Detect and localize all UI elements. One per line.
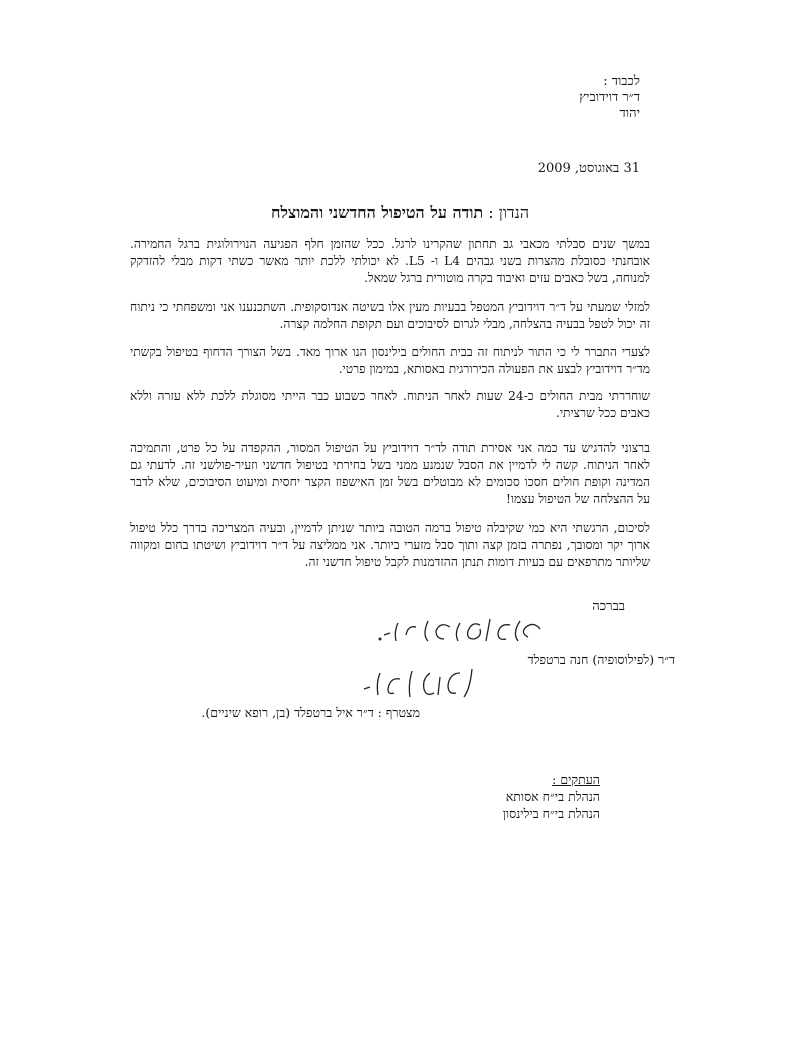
addressee-location: יהוד [619, 106, 640, 121]
signer-name: ד״ר (לפילוסופיה) חנה ברטפלד [527, 652, 675, 667]
attachment-note: מצטרף : ד״ר איל ברטפלד (בן, רופא שיניים). [201, 705, 420, 720]
letter-date: 31 באוגוסט, 2009 [537, 161, 640, 176]
cc-recipient: הנהלת בי״ח אסותא [505, 789, 600, 804]
handwritten-signature [350, 611, 550, 651]
cc-title: העתקים : [552, 772, 600, 787]
addressee-block [579, 74, 640, 122]
subject-line [0, 203, 800, 223]
body-paragraph: למזלי שמעתי על ד״ר דוידוביץ המטפל בבעיות מעין אלו בשיטה אנדוסקופית. השתכנענו אני ומשפחתי כי ניתוח זה יכול לטפל בבעיה בהצלחה, מבלי לגרום לסיבוכים ועם תקופת החלמה קצרה. [130, 300, 650, 331]
closing-greeting: בברכה [592, 599, 625, 614]
body-paragraph: לסיכום, הרגשתי היא כמי שקיבלה טיפול ברמה הטובה ביותר שניתן לדמיין, ובעיה המצריכה בדרך כלל טיפול ארוך יקר ומסובך, נפתרה בזמן קצה ותוך סבל מזערי ביותר. אני ממליצה על ד״ר דוידוביץ ושיטתו בחום ומקווה שליותר מתרפאים עם בעיות דומות תנתן ההזדמנות לקבל טיפול חדשני זה. [130, 521, 650, 569]
second-signature [360, 663, 480, 703]
cc-block [503, 771, 600, 822]
subject-prefix: הנדון : [488, 203, 530, 222]
body-paragraph: שוחררתי מבית החולים כ-24 שעות לאחר הניתוח. לאחר כשבוע כבר הייתי מסוגלת ללכת ללא עזרה וללא כאבים ככל שרציתי. [130, 389, 651, 420]
body-paragraph: לצערי התברר לי כי התור לניתוח זה בבית החולים בילינסון הנו ארוך מאד. בשל הצורך הדחוף בטיפול בקשתי מד״ר דוידוביץ לבצע את הפעולה הכירורגית באסותא, במימון פרטי. [130, 345, 650, 376]
body-paragraph: במשך שנים סבלתי מכאבי גב תחתון שהקרינו לרגל. ככל שהזמן חלף הפגיעה הנוירולוגית ברגל החמירה. אובחנתי כסובלת מהצרות בשני גבהים L4 ו- L5. לא יכולתי ללכת יותר מאשר כשתי דקות מבלי להזדקק למנוחה, בשל כאבים עזים ואיבוד בקרה מוטורית ברגל שמאל. [130, 237, 650, 285]
addressee-salutation: לכבוד : [603, 74, 640, 89]
body-paragraph: ברצוני להדגיש עד כמה אני אסירת תודה לד״ר דוידוביץ על הטיפול המסור, ההקפדה על כל פרט, והתמיכה לאחר הניתוח. קשה לי לדמיין את הסבל שנמנע ממני בשל בחירתי בטיפול חדשני וזעיר-פולשני זה. לדעתי גם המדינה וקופת חולים חסכו סכומים לא מבוטלים בשל זמן האישפוז הקצר יחסית ומיעוט הסיבוכים, שלא לדבר על ההצלחה של הטיפול עצמו! [130, 441, 650, 506]
addressee-name: ד״ר דוידוביץ [579, 90, 640, 105]
subject-title: תודה על הטיפול החדשני והמוצלח [270, 203, 484, 222]
cc-recipient: הנהלת בי״ח בילינסון [502, 806, 600, 821]
